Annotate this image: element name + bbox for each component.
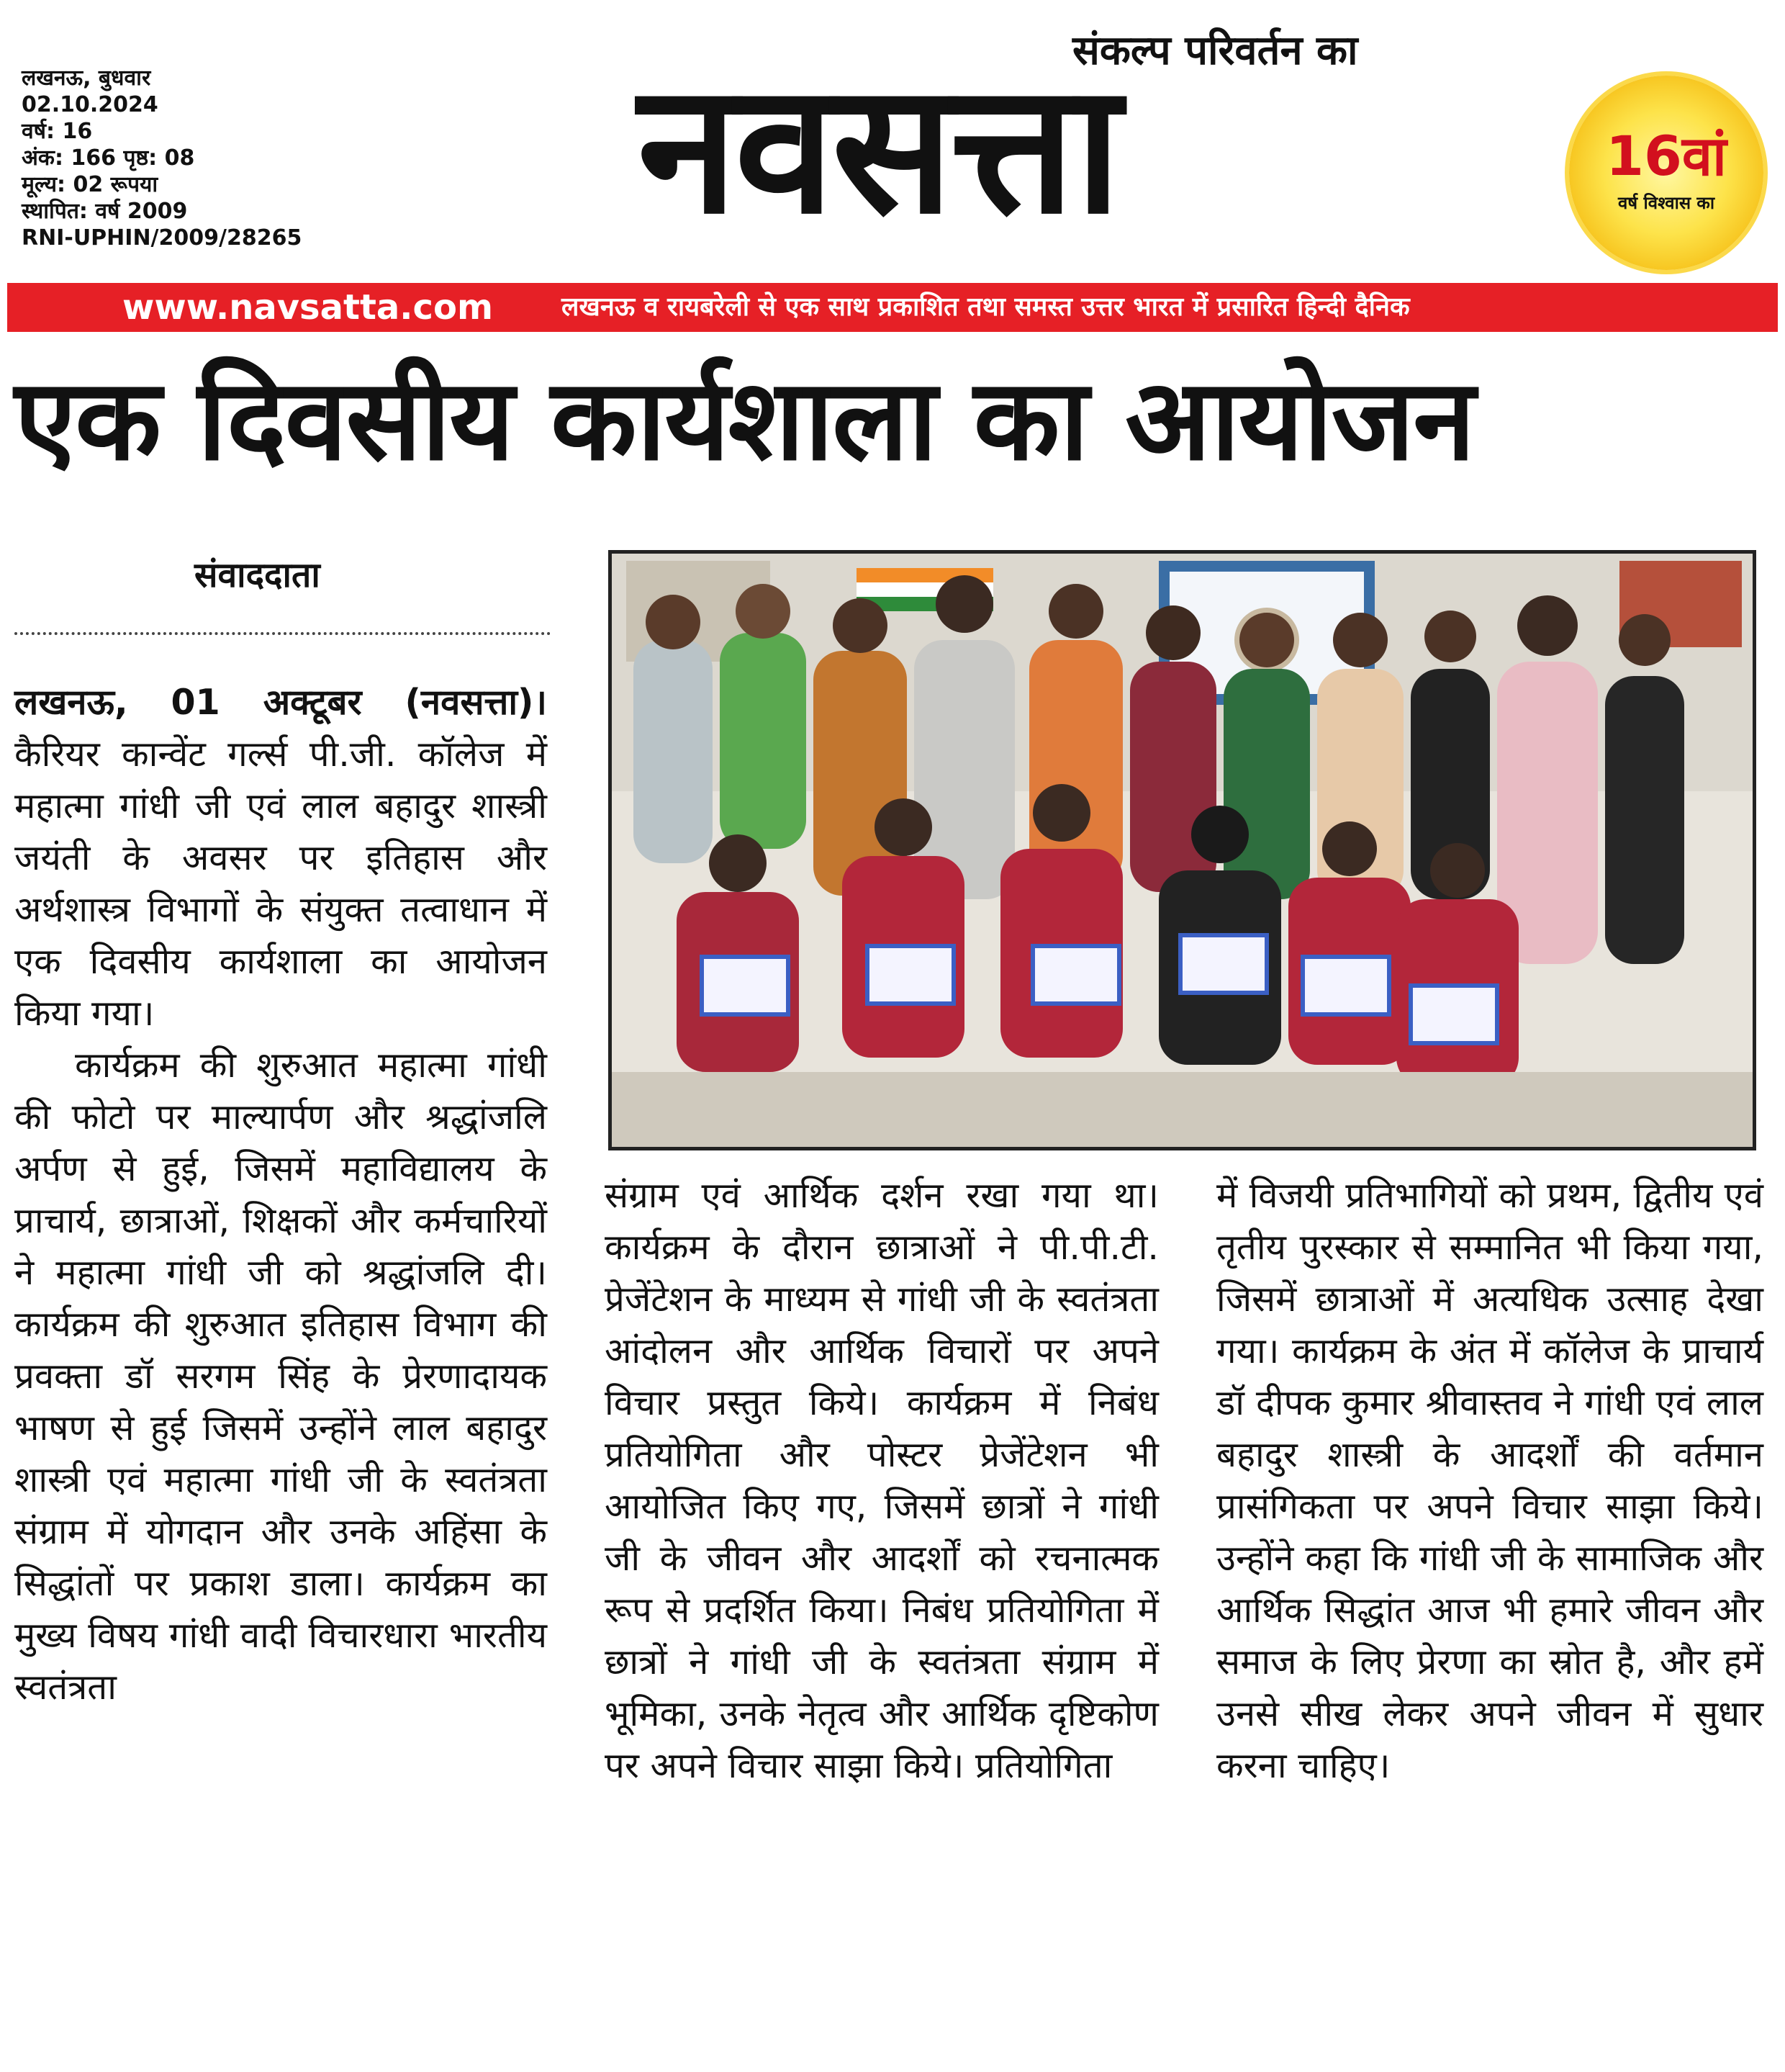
dateline: लखनऊ, 01 अक्टूबर (नवसत्ता)। xyxy=(14,682,547,723)
badge-number: 16वां xyxy=(1606,124,1727,188)
website-link[interactable]: www.navsatta.com xyxy=(122,287,493,328)
meta-line: अंक: 166 पृष्ठ: 08 xyxy=(22,145,195,171)
event-photo-illustration xyxy=(612,554,1753,1147)
article-paragraph: में विजयी प्रतिभागियों को प्रथम, द्वितीय एवं तृतीय पुरस्कार से सम्मानित भी किया गया, जिसमें छात्राओं में अत्यधिक उत्साह देखा गया। कार्यक्रम के अंत में कॉलेज के प्राचार्य डॉ दीपक कुमार श्रीवास्तव ने गांधी एवं लाल बहादुर शास्त्री के आदर्शों की वर्तमान प्रासंगिकता पर अपने विचार साझा किये। उन्होंने कहा कि गांधी जी के सामाजिक और आर्थिक सिद्धांत आज भी हमारे जीवन और समाज के लिए प्रेरणा का स्रोत है, और हमें उनसे सीख लेकर अपने जीवन में सुधार करना चाहिए। xyxy=(1216,1175,1763,1786)
meta-line: 02.10.2024 xyxy=(22,92,158,117)
meta-line: RNI-UPHIN/2009/28265 xyxy=(22,225,302,251)
article-column-3 xyxy=(1216,1170,1763,1792)
dotted-divider xyxy=(14,632,551,635)
strip-description: लखनऊ व रायबरेली से एक साथ प्रकाशित तथा समस्त उत्तर भारत में प्रसारित हिन्दी दैनिक xyxy=(561,292,1410,322)
article-column-2 xyxy=(605,1170,1159,1792)
anniversary-badge xyxy=(1569,76,1763,270)
info-strip xyxy=(7,283,1778,332)
article-headline: एक दिवसीय कार्यशाला का आयोजन xyxy=(14,354,1474,485)
meta-line: वर्ष: 16 xyxy=(22,119,93,144)
article-paragraph: कार्यक्रम की शुरुआत महात्मा गांधी की फोटो पर माल्यार्पण और श्रद्धांजलि अर्पण से हुई, जिसमें महाविद्यालय के प्राचार्य, छात्राओं, शिक्षकों और कर्मचारियों ने महात्मा गांधी जी को श्रद्धांजलि दी। कार्यक्रम की शुरुआत इतिहास विभाग की प्रवक्ता डॉ सरगम सिंह के प्रेरणादायक भाषण से हुई जिसमें उन्होंने लाल बहादुर शास्त्री एवं महात्मा गांधी जी के स्वतंत्रता संग्राम में योगदान और उनके अहिंसा के सिद्धांतों पर प्रकाश डाला। कार्यक्रम का मुख्य विषय गांधी वादी विचारधारा भारतीय स्वतंत्रता xyxy=(14,1045,547,1708)
article-column-1 xyxy=(14,677,547,1713)
newspaper-logo: नवसत्ता xyxy=(637,42,1119,253)
meta-line: लखनऊ, बुधवार xyxy=(22,66,151,91)
event-photo xyxy=(608,550,1756,1150)
article-paragraph: संग्राम एवं आर्थिक दर्शन रखा गया था। कार्यक्रम के दौरान छात्राओं ने पी.पी.टी. प्रेजेंटेशन के माध्यम से गांधी जी के स्वतंत्रता आंदोलन और आर्थिक विचारों पर अपने विचार प्रस्तुत किये। कार्यक्रम में निबंध प्रतियोगिता और पोस्टर प्रेजेंटेशन भी आयोजित किए गए, जिसमें छात्रों ने गांधी जी के जीवन और आदर्शों को रचनात्मक रूप से प्रदर्शित किया। निबंध प्रतियोगिता में छात्रों ने गांधी जी के स्वतंत्रता संग्राम में भूमिका, उनके नेतृत्व और आर्थिक दृष्टिकोण पर अपने विचार साझा किये। प्रतियोगिता xyxy=(605,1175,1159,1786)
badge-text: वर्ष विश्वास का xyxy=(1617,193,1715,213)
article-paragraph xyxy=(14,677,547,1040)
meta-line: स्थापित: वर्ष 2009 xyxy=(22,199,188,224)
edition-meta xyxy=(22,65,302,251)
meta-line: मूल्य: 02 रूपया xyxy=(22,172,158,197)
byline: संवाददाता xyxy=(194,555,320,595)
paragraph-text: कैरियर कान्वेंट गर्ल्स पी.जी. कॉलेज में महात्मा गांधी जी एवं लाल बहादुर शास्त्री जयंती के अवसर पर इतिहास और अर्थशास्त्र विभागों के संयुक्त तत्वाधान में एक दिवसीय कार्यशाला का आयोजन किया गया। xyxy=(14,734,547,1034)
masthead-tagline: संकल्प परिवर्तन का xyxy=(1072,27,1358,74)
